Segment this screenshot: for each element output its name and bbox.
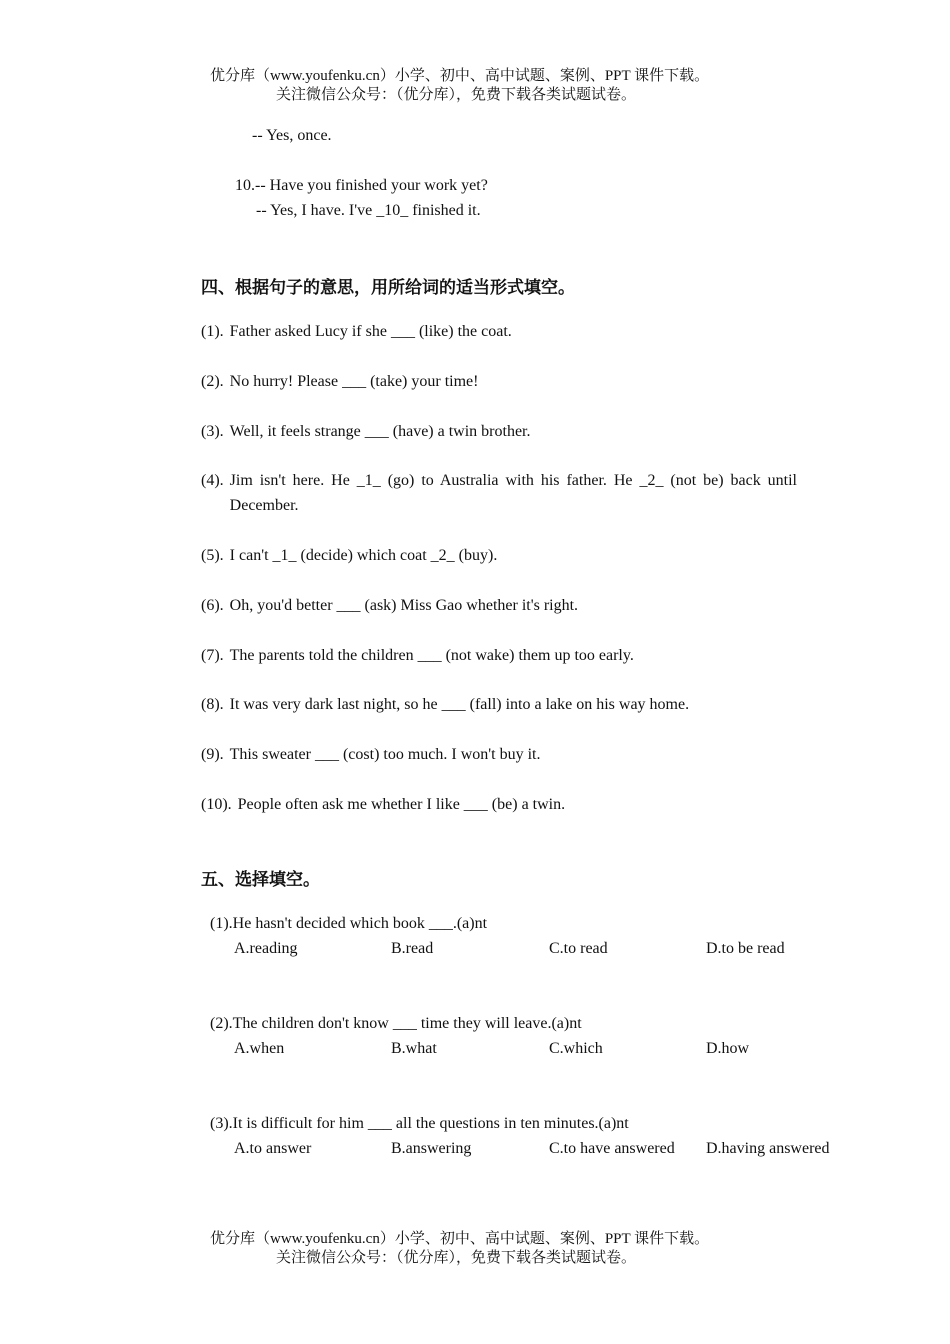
- option-d: D.having answered: [706, 1140, 830, 1157]
- question-stem: (3).It is difficult for him ___ all the questions in ten minutes.(a)nt: [210, 1115, 629, 1132]
- question-number: (6).: [201, 597, 224, 614]
- option-c: C.which: [549, 1040, 603, 1057]
- question-number: (8).: [201, 696, 224, 713]
- fill-question: [201, 593, 801, 618]
- option-c: C.to read: [549, 940, 608, 957]
- fill-question: [201, 419, 801, 444]
- fill-question: [201, 369, 801, 394]
- q9-answer: -- Yes, once.: [252, 127, 332, 144]
- option-b: B.read: [391, 940, 434, 957]
- question-text: People often ask me whether I like ___ (be) a twin.: [237, 796, 566, 813]
- question-number: (3).: [201, 423, 224, 440]
- question-text: The parents told the children ___ (not wake) them up too early.: [229, 647, 634, 664]
- fill-question: [201, 742, 801, 767]
- choice-question: [210, 1111, 830, 1161]
- question-number: (4).: [201, 472, 224, 489]
- question-text: Father asked Lucy if she ___ (like) the coat.: [229, 323, 512, 340]
- question-text: It was very dark last night, so he ___ (fall) into a lake on his way home.: [229, 696, 690, 713]
- fill-question: [201, 692, 801, 717]
- options-row: [210, 1036, 750, 1061]
- q10-answer: -- Yes, I have. I've _10_ finished it.: [256, 202, 481, 219]
- question-number: (9).: [201, 746, 224, 763]
- fill-question: [201, 543, 801, 568]
- options-row: [210, 1136, 830, 1161]
- option-a: A.to answer: [234, 1140, 312, 1157]
- question-number: (1).: [201, 323, 224, 340]
- option-d: D.to be read: [706, 940, 785, 957]
- fill-question: [201, 643, 801, 668]
- options-row: [210, 936, 785, 961]
- option-a: A.reading: [234, 940, 298, 957]
- question-number: (5).: [201, 547, 224, 564]
- fill-question: [201, 319, 801, 344]
- question-text: Jim isn't here. He _1_ (go) to Australia with his father. He _2_ (not be) back until December.: [229, 472, 797, 514]
- option-b: B.answering: [391, 1140, 472, 1157]
- fill-question: [201, 792, 801, 817]
- question-number: (10).: [201, 796, 232, 813]
- page-footer-line1: 优分库（www.youfenku.cn）小学、初中、高中试题、案例、PPT 课件下载。: [210, 1231, 710, 1247]
- question-text: I can't _1_ (decide) which coat _2_ (buy).: [229, 547, 498, 564]
- page-footer-line2: 关注微信公众号：（优分库），免费下载各类试题试卷。: [276, 1250, 637, 1266]
- question-stem: (1).He hasn't decided which book ___.(a)nt: [210, 915, 488, 932]
- option-c: C.to have answered: [549, 1140, 675, 1157]
- question-text: Well, it feels strange ___ (have) a twin brother.: [229, 423, 531, 440]
- question-number: (2).: [201, 373, 224, 390]
- fill-question: [201, 468, 797, 518]
- option-b: B.what: [391, 1040, 437, 1057]
- question-stem: (2).The children don't know ___ time they will leave.(a)nt: [210, 1015, 582, 1032]
- question-text: This sweater ___ (cost) too much. I won't buy it.: [229, 746, 541, 763]
- page-header-line2: 关注微信公众号：（优分库），免费下载各类试题试卷。: [276, 87, 637, 103]
- question-text: Oh, you'd better ___ (ask) Miss Gao whether it's right.: [229, 597, 579, 614]
- section4-title: 四、根据句子的意思，用所给词的适当形式填空。: [201, 278, 575, 298]
- option-a: A.when: [234, 1040, 285, 1057]
- page-header-line1: 优分库（www.youfenku.cn）小学、初中、高中试题、案例、PPT 课件下载。: [210, 68, 710, 84]
- choice-question: [210, 1011, 750, 1061]
- choice-question: [210, 911, 785, 961]
- option-d: D.how: [706, 1040, 750, 1057]
- question-text: No hurry! Please ___ (take) your time!: [229, 373, 479, 390]
- q10-question: 10.-- Have you finished your work yet?: [235, 177, 488, 194]
- section5-title: 五、选择填空。: [201, 870, 320, 890]
- question-number: (7).: [201, 647, 224, 664]
